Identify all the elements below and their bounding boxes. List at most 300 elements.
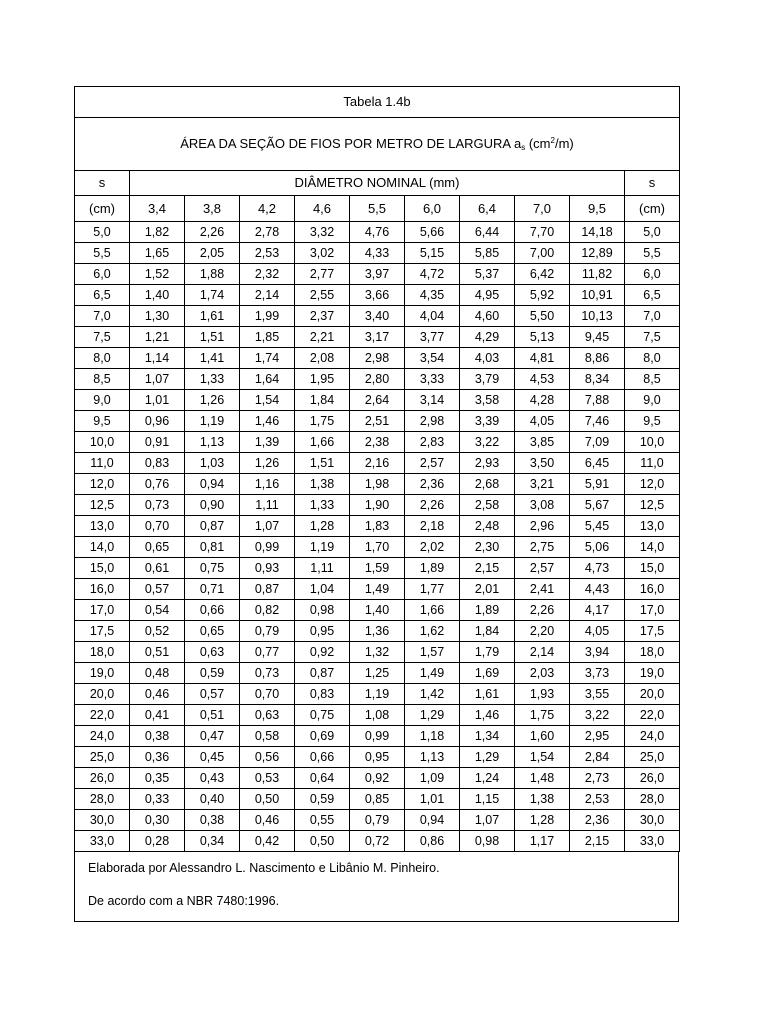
area-cell: 1,51 [295, 453, 350, 474]
spacing-cell-right: 13,0 [625, 516, 680, 537]
area-cell: 1,19 [185, 411, 240, 432]
area-cell: 7,88 [570, 390, 625, 411]
spacing-cell-left: 19,0 [75, 663, 130, 684]
area-cell: 7,00 [515, 243, 570, 264]
area-cell: 1,39 [240, 432, 295, 453]
area-cell: 0,81 [185, 537, 240, 558]
spacing-cell-left: 10,0 [75, 432, 130, 453]
diameter-header-cell: 4,6 [295, 196, 350, 222]
spacing-cell-right: 11,0 [625, 453, 680, 474]
area-cell: 0,51 [185, 705, 240, 726]
spacing-cell-right: 16,0 [625, 579, 680, 600]
area-cell: 8,34 [570, 369, 625, 390]
table-row [75, 516, 680, 537]
area-cell: 5,45 [570, 516, 625, 537]
area-cell: 1,60 [515, 726, 570, 747]
area-cell: 2,32 [240, 264, 295, 285]
table-body [75, 87, 680, 852]
area-cell: 0,54 [130, 600, 185, 621]
diameter-header-cell: 3,4 [130, 196, 185, 222]
area-cell: 0,28 [130, 831, 185, 852]
area-cell: 0,79 [350, 810, 405, 831]
area-cell: 3,54 [405, 348, 460, 369]
table-row [75, 726, 680, 747]
diameter-header-cell: 4,2 [240, 196, 295, 222]
spacing-cell-right: 9,0 [625, 390, 680, 411]
area-cell: 6,42 [515, 264, 570, 285]
area-cell: 0,34 [185, 831, 240, 852]
table-title: Tabela 1.4b [75, 87, 680, 118]
area-cell: 2,57 [405, 453, 460, 474]
area-cell: 0,85 [350, 789, 405, 810]
area-cell: 5,85 [460, 243, 515, 264]
area-cell: 2,15 [460, 558, 515, 579]
table-row [75, 705, 680, 726]
table-row [75, 621, 680, 642]
area-cell: 1,65 [130, 243, 185, 264]
area-cell: 1,38 [295, 474, 350, 495]
area-cell: 3,14 [405, 390, 460, 411]
area-cell: 2,75 [515, 537, 570, 558]
subtitle-superscript: 2 [550, 136, 555, 145]
area-cell: 4,81 [515, 348, 570, 369]
area-cell: 1,36 [350, 621, 405, 642]
area-cell: 1,07 [240, 516, 295, 537]
area-cell: 2,73 [570, 768, 625, 789]
table-row [75, 474, 680, 495]
area-cell: 2,05 [185, 243, 240, 264]
area-cell: 0,46 [130, 684, 185, 705]
area-cell: 0,94 [185, 474, 240, 495]
spacing-cell-left: 12,5 [75, 495, 130, 516]
area-cell: 1,84 [460, 621, 515, 642]
area-cell: 1,13 [405, 747, 460, 768]
area-cell: 4,17 [570, 600, 625, 621]
spacing-cell-left: 33,0 [75, 831, 130, 852]
title-row [75, 87, 680, 118]
area-cell: 2,96 [515, 516, 570, 537]
area-cell: 2,08 [295, 348, 350, 369]
table-row [75, 495, 680, 516]
area-cell: 2,20 [515, 621, 570, 642]
table-row [75, 264, 680, 285]
area-cell: 0,47 [185, 726, 240, 747]
area-cell: 1,09 [405, 768, 460, 789]
area-cell: 0,87 [185, 516, 240, 537]
area-cell: 1,30 [130, 306, 185, 327]
area-cell: 5,66 [405, 222, 460, 243]
area-cell: 12,89 [570, 243, 625, 264]
area-cell: 2,68 [460, 474, 515, 495]
area-cell: 1,01 [130, 390, 185, 411]
area-cell: 0,63 [240, 705, 295, 726]
area-cell: 0,42 [240, 831, 295, 852]
area-cell: 1,03 [185, 453, 240, 474]
area-cell: 1,54 [515, 747, 570, 768]
area-cell: 1,28 [295, 516, 350, 537]
table-row [75, 285, 680, 306]
area-cell: 2,64 [350, 390, 405, 411]
area-cell: 0,98 [460, 831, 515, 852]
area-cell: 0,99 [240, 537, 295, 558]
area-cell: 3,22 [570, 705, 625, 726]
area-cell: 6,44 [460, 222, 515, 243]
area-cell: 2,37 [295, 306, 350, 327]
spacing-cell-left: 9,0 [75, 390, 130, 411]
area-cell: 1,41 [185, 348, 240, 369]
area-cell: 0,36 [130, 747, 185, 768]
area-cell: 4,28 [515, 390, 570, 411]
spacing-cell-right: 19,0 [625, 663, 680, 684]
table-row [75, 390, 680, 411]
area-cell: 1,98 [350, 474, 405, 495]
area-cell: 0,50 [240, 789, 295, 810]
area-cell: 4,76 [350, 222, 405, 243]
area-cell: 3,55 [570, 684, 625, 705]
area-cell: 4,05 [515, 411, 570, 432]
spacing-cell-left: 17,5 [75, 621, 130, 642]
area-cell: 5,91 [570, 474, 625, 495]
s-label-right: s [625, 171, 680, 196]
area-cell: 2,98 [405, 411, 460, 432]
area-cell: 1,51 [185, 327, 240, 348]
area-cell: 4,43 [570, 579, 625, 600]
area-cell: 2,98 [350, 348, 405, 369]
area-cell: 0,79 [240, 621, 295, 642]
spacing-cell-left: 25,0 [75, 747, 130, 768]
area-cell: 1,64 [240, 369, 295, 390]
area-cell: 1,19 [295, 537, 350, 558]
area-cell: 3,58 [460, 390, 515, 411]
area-cell: 4,72 [405, 264, 460, 285]
area-cell: 5,06 [570, 537, 625, 558]
spacing-cell-left: 30,0 [75, 810, 130, 831]
wire-area-table [74, 86, 680, 852]
table-row [75, 600, 680, 621]
area-cell: 0,70 [130, 516, 185, 537]
area-cell: 0,72 [350, 831, 405, 852]
spacing-cell-left: 7,5 [75, 327, 130, 348]
area-cell: 3,02 [295, 243, 350, 264]
spacing-cell-left: 7,0 [75, 306, 130, 327]
area-cell: 1,40 [130, 285, 185, 306]
spacing-cell-right: 6,5 [625, 285, 680, 306]
area-cell: 1,74 [240, 348, 295, 369]
spacing-cell-right: 8,5 [625, 369, 680, 390]
spacing-cell-right: 17,5 [625, 621, 680, 642]
spacing-cell-left: 6,5 [75, 285, 130, 306]
table-row [75, 684, 680, 705]
spacing-cell-left: 18,0 [75, 642, 130, 663]
area-cell: 1,18 [405, 726, 460, 747]
spacing-cell-right: 8,0 [625, 348, 680, 369]
area-cell: 1,08 [350, 705, 405, 726]
area-cell: 2,83 [405, 432, 460, 453]
area-cell: 0,93 [240, 558, 295, 579]
area-cell: 0,98 [295, 600, 350, 621]
area-cell: 7,09 [570, 432, 625, 453]
spacing-cell-left: 9,5 [75, 411, 130, 432]
table-row [75, 789, 680, 810]
area-cell: 0,90 [185, 495, 240, 516]
spacing-cell-right: 26,0 [625, 768, 680, 789]
area-cell: 1,62 [405, 621, 460, 642]
area-cell: 3,85 [515, 432, 570, 453]
area-cell: 1,26 [185, 390, 240, 411]
area-cell: 7,46 [570, 411, 625, 432]
spacing-cell-right: 24,0 [625, 726, 680, 747]
area-cell: 5,13 [515, 327, 570, 348]
area-cell: 2,36 [405, 474, 460, 495]
area-cell: 3,77 [405, 327, 460, 348]
area-cell: 1,74 [185, 285, 240, 306]
area-cell: 0,66 [295, 747, 350, 768]
diameter-header-cell: 6,4 [460, 196, 515, 222]
spacing-cell-right: 25,0 [625, 747, 680, 768]
area-cell: 1,75 [295, 411, 350, 432]
area-cell: 1,33 [295, 495, 350, 516]
area-cell: 0,71 [185, 579, 240, 600]
area-cell: 1,89 [405, 558, 460, 579]
area-cell: 1,57 [405, 642, 460, 663]
area-cell: 0,59 [295, 789, 350, 810]
area-cell: 0,75 [295, 705, 350, 726]
spacing-cell-left: 24,0 [75, 726, 130, 747]
spacing-cell-right: 14,0 [625, 537, 680, 558]
area-cell: 2,38 [350, 432, 405, 453]
area-cell: 0,76 [130, 474, 185, 495]
diameter-header-cell: 5,5 [350, 196, 405, 222]
area-cell: 2,21 [295, 327, 350, 348]
spacing-cell-left: 11,0 [75, 453, 130, 474]
area-cell: 0,52 [130, 621, 185, 642]
spacing-cell-right: 20,0 [625, 684, 680, 705]
area-cell: 0,86 [405, 831, 460, 852]
area-cell: 0,48 [130, 663, 185, 684]
area-cell: 1,40 [350, 600, 405, 621]
area-cell: 1,49 [350, 579, 405, 600]
spacing-cell-right: 15,0 [625, 558, 680, 579]
area-cell: 2,26 [515, 600, 570, 621]
area-cell: 1,11 [240, 495, 295, 516]
footer-credit: Elaborada por Alessandro L. Nascimento e Libânio M. Pinheiro. [88, 861, 440, 875]
area-cell: 0,35 [130, 768, 185, 789]
footer-standard: De acordo com a NBR 7480:1996. [88, 894, 280, 908]
area-cell: 2,53 [240, 243, 295, 264]
table-row [75, 243, 680, 264]
area-cell: 7,70 [515, 222, 570, 243]
spacing-cell-right: 7,5 [625, 327, 680, 348]
table-row [75, 327, 680, 348]
subtitle-text: ÁREA DA SEÇÃO DE FIOS POR METRO DE LARGURA a [180, 136, 522, 151]
spacing-cell-left: 28,0 [75, 789, 130, 810]
area-cell: 1,38 [515, 789, 570, 810]
table-row [75, 369, 680, 390]
spacing-cell-right: 28,0 [625, 789, 680, 810]
subtitle-unit-suffix: /m) [554, 136, 574, 151]
area-cell: 1,29 [460, 747, 515, 768]
spacing-cell-right: 5,0 [625, 222, 680, 243]
spacing-cell-right: 12,0 [625, 474, 680, 495]
area-cell: 0,57 [185, 684, 240, 705]
spacing-cell-right: 30,0 [625, 810, 680, 831]
spacing-cell-left: 12,0 [75, 474, 130, 495]
area-cell: 2,26 [405, 495, 460, 516]
table-row [75, 747, 680, 768]
area-cell: 3,22 [460, 432, 515, 453]
area-cell: 2,02 [405, 537, 460, 558]
area-cell: 4,95 [460, 285, 515, 306]
area-cell: 1,48 [515, 768, 570, 789]
spacing-cell-left: 8,5 [75, 369, 130, 390]
area-cell: 1,29 [405, 705, 460, 726]
area-cell: 3,08 [515, 495, 570, 516]
area-cell: 1,79 [460, 642, 515, 663]
area-cell: 4,53 [515, 369, 570, 390]
area-cell: 0,58 [240, 726, 295, 747]
area-cell: 5,67 [570, 495, 625, 516]
area-cell: 3,94 [570, 642, 625, 663]
table-row [75, 642, 680, 663]
area-cell: 1,07 [460, 810, 515, 831]
area-cell: 2,55 [295, 285, 350, 306]
area-cell: 1,34 [460, 726, 515, 747]
area-cell: 1,28 [515, 810, 570, 831]
area-cell: 3,79 [460, 369, 515, 390]
area-cell: 2,26 [185, 222, 240, 243]
area-cell: 0,64 [295, 768, 350, 789]
area-cell: 1,83 [350, 516, 405, 537]
area-cell: 0,96 [130, 411, 185, 432]
area-cell: 2,80 [350, 369, 405, 390]
area-cell: 0,56 [240, 747, 295, 768]
area-cell: 0,99 [350, 726, 405, 747]
area-cell: 1,69 [460, 663, 515, 684]
area-cell: 0,63 [185, 642, 240, 663]
area-cell: 0,59 [185, 663, 240, 684]
area-cell: 2,58 [460, 495, 515, 516]
spacing-cell-right: 6,0 [625, 264, 680, 285]
area-cell: 4,35 [405, 285, 460, 306]
area-cell: 0,92 [295, 642, 350, 663]
area-cell: 0,87 [240, 579, 295, 600]
area-cell: 0,87 [295, 663, 350, 684]
area-cell: 4,29 [460, 327, 515, 348]
unit-right: (cm) [625, 196, 680, 222]
area-cell: 4,73 [570, 558, 625, 579]
area-cell: 1,04 [295, 579, 350, 600]
table-footer [74, 852, 679, 922]
area-cell: 8,86 [570, 348, 625, 369]
area-cell: 0,95 [295, 621, 350, 642]
area-cell: 5,15 [405, 243, 460, 264]
spacing-cell-right: 17,0 [625, 600, 680, 621]
area-cell: 1,11 [295, 558, 350, 579]
spacing-cell-right: 18,0 [625, 642, 680, 663]
table-row [75, 663, 680, 684]
area-cell: 4,60 [460, 306, 515, 327]
area-cell: 10,13 [570, 306, 625, 327]
area-cell: 2,15 [570, 831, 625, 852]
area-cell: 1,32 [350, 642, 405, 663]
diameter-header: DIÂMETRO NOMINAL (mm) [130, 171, 625, 196]
diameter-header-cell: 3,8 [185, 196, 240, 222]
area-cell: 1,84 [295, 390, 350, 411]
spacing-cell-right: 33,0 [625, 831, 680, 852]
area-cell: 1,26 [240, 453, 295, 474]
spacing-cell-left: 13,0 [75, 516, 130, 537]
table-row [75, 537, 680, 558]
area-cell: 1,46 [240, 411, 295, 432]
table-row [75, 831, 680, 852]
header-row-1 [75, 171, 680, 196]
area-cell: 1,49 [405, 663, 460, 684]
area-cell: 2,78 [240, 222, 295, 243]
area-cell: 4,03 [460, 348, 515, 369]
spacing-cell-left: 6,0 [75, 264, 130, 285]
table-row [75, 453, 680, 474]
area-cell: 0,38 [185, 810, 240, 831]
area-cell: 3,32 [295, 222, 350, 243]
area-cell: 11,82 [570, 264, 625, 285]
subtitle-unit-prefix: (cm [525, 136, 551, 151]
area-cell: 1,33 [185, 369, 240, 390]
area-cell: 14,18 [570, 222, 625, 243]
area-cell: 1,95 [295, 369, 350, 390]
area-cell: 0,41 [130, 705, 185, 726]
area-cell: 0,70 [240, 684, 295, 705]
table-row [75, 411, 680, 432]
area-cell: 1,54 [240, 390, 295, 411]
area-cell: 2,53 [570, 789, 625, 810]
area-cell: 5,50 [515, 306, 570, 327]
area-cell: 6,45 [570, 453, 625, 474]
area-cell: 1,61 [460, 684, 515, 705]
area-cell: 0,43 [185, 768, 240, 789]
spacing-cell-left: 16,0 [75, 579, 130, 600]
area-cell: 0,33 [130, 789, 185, 810]
area-cell: 2,93 [460, 453, 515, 474]
area-cell: 3,73 [570, 663, 625, 684]
spacing-cell-left: 17,0 [75, 600, 130, 621]
area-cell: 0,69 [295, 726, 350, 747]
area-cell: 2,51 [350, 411, 405, 432]
area-cell: 9,45 [570, 327, 625, 348]
area-cell: 0,83 [295, 684, 350, 705]
area-cell: 2,30 [460, 537, 515, 558]
area-cell: 2,48 [460, 516, 515, 537]
area-cell: 3,97 [350, 264, 405, 285]
spacing-cell-right: 9,5 [625, 411, 680, 432]
area-cell: 0,40 [185, 789, 240, 810]
area-cell: 4,33 [350, 243, 405, 264]
area-cell: 1,66 [295, 432, 350, 453]
area-cell: 1,89 [460, 600, 515, 621]
area-cell: 2,01 [460, 579, 515, 600]
table-row [75, 348, 680, 369]
area-cell: 5,37 [460, 264, 515, 285]
spacing-cell-right: 12,5 [625, 495, 680, 516]
area-cell: 1,24 [460, 768, 515, 789]
table-row [75, 432, 680, 453]
document-table-container [74, 86, 679, 922]
table-row [75, 768, 680, 789]
area-cell: 4,04 [405, 306, 460, 327]
area-cell: 5,92 [515, 285, 570, 306]
area-cell: 2,41 [515, 579, 570, 600]
area-cell: 0,57 [130, 579, 185, 600]
area-cell: 0,94 [405, 810, 460, 831]
